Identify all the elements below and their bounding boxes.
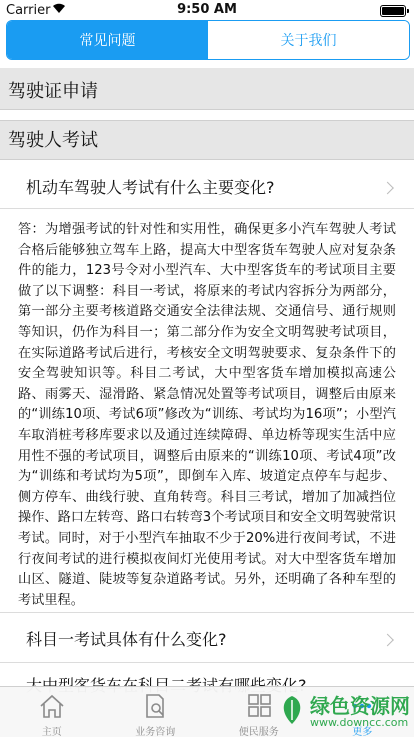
faq-item-main-changes[interactable]: [0, 168, 414, 208]
tab-label: 主页: [0, 723, 104, 738]
faq-answer: 答：为增强考试的针对性和实用性，确保更多小汽车驾驶人考试合格后能够独立驾车上路，提高大中型客货车驾驶人应对复杂条件的能力，123号令对小型汽车、大中型客货车的考试项目主要做了以下调整：科目一考试，将原来的考试内容拆分为两部分，第一部分主要考核道路交通安全法律法规、交通信号、通行规则等知识，仍作为科目一；第二部分作为安全文明驾驶考试项目，在实际道路考试后进行，考核安全文明驾驶要求、复杂条件下的安全驾驶知识等。科目二考试，大中型客货车增加模拟高速公路、雨雾天、湿滑路、紧急情况处置等考试项目，调整后由原来的“训练10项、考试6项”修改为“训练、考试均为16项”；小型汽车取消桩考移库要求以及通过连续障碍、单边桥等现实生活中应用性不强的考试项目，调整后由原来的“训练10项、考试4项”改为“训练和考试均为5项”，即倒车入库、坡道定点停车与起步、侧方停车、曲线行驶、直角转弯。科目三考试，增加了加减挡位操作、路口左转弯、路口右转弯3个考试项目和安全文明驾驶常识考试。同时，对于小型汽车抽取不少于20%进行夜间考试，不进行夜间考试的进行模拟夜间灯光使用考试。对大中型客货车增加山区、隧道、陡坡等复杂道路考试。另外，还明确了各种车型的考试里程。: [18, 220, 396, 611]
section-license-application[interactable]: 驾驶证申请: [0, 74, 414, 110]
faq-question: 机动车驾驶人考试有什么主要变化?: [26, 178, 275, 197]
divider: [0, 662, 414, 663]
tab-faq[interactable]: 常见问题: [7, 21, 208, 59]
chevron-right-icon: [381, 634, 394, 647]
home-icon: [38, 693, 66, 719]
segmented-control: [6, 20, 410, 60]
watermark-url: www.downcc.com: [310, 716, 408, 729]
status-bar: [0, 0, 414, 20]
grid-icon: [245, 693, 273, 719]
chevron-right-icon: [381, 182, 394, 195]
document-search-icon: [141, 693, 169, 719]
tab-label: 业务咨询: [104, 723, 208, 738]
tab-home[interactable]: [0, 687, 104, 737]
divider: [0, 208, 414, 209]
carrier-label: Carrier: [6, 3, 50, 18]
faq-item-subject-one[interactable]: [0, 618, 414, 662]
tab-about-us[interactable]: 关于我们: [208, 21, 409, 59]
faq-question: 科目一考试具体有什么变化?: [26, 630, 227, 649]
section-driver-exam[interactable]: 驾驶人考试: [0, 120, 414, 160]
tab-label: 更多: [311, 723, 414, 738]
watermark: [270, 686, 414, 736]
watermark-logo-icon: [278, 694, 306, 730]
tab-label: 便民服务: [207, 723, 311, 738]
watermark-title: 绿色资源网: [310, 690, 410, 719]
battery-icon: [380, 5, 406, 17]
tab-consult[interactable]: [104, 687, 208, 737]
divider: [0, 612, 414, 613]
status-time: 9:50 AM: [0, 2, 414, 17]
